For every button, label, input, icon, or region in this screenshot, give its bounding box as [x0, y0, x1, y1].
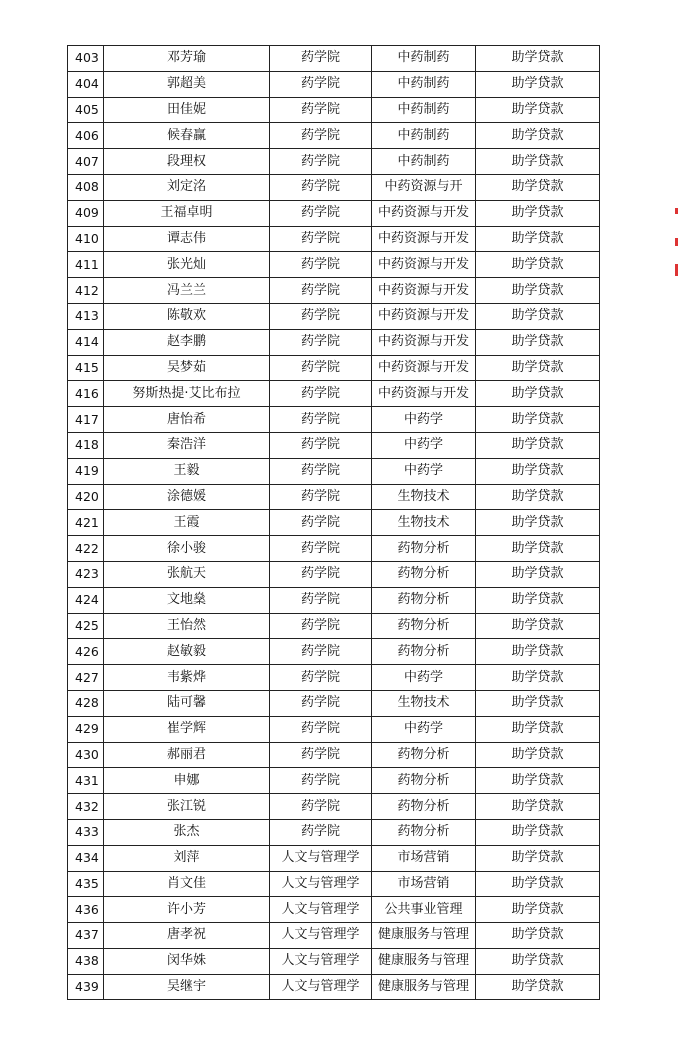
student-name-cell: 韦紫烨 [104, 665, 270, 691]
row-number-cell: 409 [68, 200, 104, 226]
aid-type-cell: 助学贷款 [476, 845, 600, 871]
college-cell: 药学院 [270, 407, 372, 433]
college-cell: 药学院 [270, 226, 372, 252]
aid-type-cell: 助学贷款 [476, 432, 600, 458]
aid-type-cell: 助学贷款 [476, 897, 600, 923]
row-number-cell: 411 [68, 252, 104, 278]
major-cell: 中药资源与开发 [372, 252, 476, 278]
table-row [68, 458, 600, 484]
student-name-cell: 冯兰兰 [104, 278, 270, 304]
table-row [68, 123, 600, 149]
student-name-cell: 吴继宇 [104, 974, 270, 1000]
aid-type-cell: 助学贷款 [476, 226, 600, 252]
student-name-cell: 王怡然 [104, 613, 270, 639]
table-row [68, 200, 600, 226]
major-cell: 生物技术 [372, 510, 476, 536]
row-number-cell: 408 [68, 174, 104, 200]
college-cell: 药学院 [270, 329, 372, 355]
row-number-cell: 414 [68, 329, 104, 355]
table-row [68, 226, 600, 252]
student-name-cell: 陈敬欢 [104, 303, 270, 329]
row-number-cell: 403 [68, 46, 104, 72]
row-number-cell: 433 [68, 819, 104, 845]
aid-type-cell: 助学贷款 [476, 458, 600, 484]
college-cell: 药学院 [270, 97, 372, 123]
student-name-cell: 赵敏毅 [104, 639, 270, 665]
row-number-cell: 426 [68, 639, 104, 665]
college-cell: 药学院 [270, 252, 372, 278]
college-cell: 药学院 [270, 561, 372, 587]
major-cell: 中药制药 [372, 71, 476, 97]
row-number-cell: 432 [68, 794, 104, 820]
student-name-cell: 郝丽君 [104, 742, 270, 768]
table-row [68, 97, 600, 123]
row-number-cell: 428 [68, 690, 104, 716]
student-name-cell: 张杰 [104, 819, 270, 845]
aid-type-cell: 助学贷款 [476, 587, 600, 613]
student-name-cell: 文地燊 [104, 587, 270, 613]
college-cell: 人文与管理学 [270, 948, 372, 974]
table-row [68, 536, 600, 562]
aid-type-cell: 助学贷款 [476, 149, 600, 175]
college-cell: 药学院 [270, 71, 372, 97]
aid-type-cell: 助学贷款 [476, 381, 600, 407]
table-row [68, 278, 600, 304]
student-name-cell: 唐怡希 [104, 407, 270, 433]
major-cell: 健康服务与管理 [372, 974, 476, 1000]
college-cell: 药学院 [270, 613, 372, 639]
table-row [68, 948, 600, 974]
college-cell: 药学院 [270, 381, 372, 407]
college-cell: 药学院 [270, 510, 372, 536]
aid-type-cell: 助学贷款 [476, 355, 600, 381]
row-number-cell: 434 [68, 845, 104, 871]
aid-type-cell: 助学贷款 [476, 174, 600, 200]
major-cell: 药物分析 [372, 536, 476, 562]
aid-type-cell: 助学贷款 [476, 536, 600, 562]
table-row [68, 355, 600, 381]
student-name-cell: 候春赢 [104, 123, 270, 149]
student-name-cell: 张光灿 [104, 252, 270, 278]
student-name-cell: 王毅 [104, 458, 270, 484]
aid-type-cell: 助学贷款 [476, 329, 600, 355]
row-number-cell: 439 [68, 974, 104, 1000]
table-row [68, 510, 600, 536]
row-number-cell: 431 [68, 768, 104, 794]
row-number-cell: 406 [68, 123, 104, 149]
major-cell: 药物分析 [372, 639, 476, 665]
row-number-cell: 435 [68, 871, 104, 897]
college-cell: 药学院 [270, 200, 372, 226]
table-row [68, 174, 600, 200]
major-cell: 中药制药 [372, 123, 476, 149]
row-number-cell: 427 [68, 665, 104, 691]
major-cell: 中药资源与开发 [372, 381, 476, 407]
row-number-cell: 418 [68, 432, 104, 458]
aid-type-cell: 助学贷款 [476, 613, 600, 639]
major-cell: 公共事业管理 [372, 897, 476, 923]
college-cell: 药学院 [270, 278, 372, 304]
row-number-cell: 423 [68, 561, 104, 587]
college-cell: 人文与管理学 [270, 845, 372, 871]
college-cell: 药学院 [270, 536, 372, 562]
page-edge-marks [672, 208, 678, 288]
table-row [68, 303, 600, 329]
row-number-cell: 405 [68, 97, 104, 123]
college-cell: 药学院 [270, 123, 372, 149]
aid-type-cell: 助学贷款 [476, 200, 600, 226]
college-cell: 药学院 [270, 768, 372, 794]
student-name-cell: 肖文佳 [104, 871, 270, 897]
student-name-cell: 陆可馨 [104, 690, 270, 716]
major-cell: 中药制药 [372, 97, 476, 123]
table-row [68, 381, 600, 407]
table-row [68, 871, 600, 897]
student-name-cell: 王福卓明 [104, 200, 270, 226]
aid-type-cell: 助学贷款 [476, 716, 600, 742]
college-cell: 药学院 [270, 303, 372, 329]
row-number-cell: 404 [68, 71, 104, 97]
major-cell: 药物分析 [372, 587, 476, 613]
major-cell: 中药资源与开发 [372, 226, 476, 252]
aid-type-cell: 助学贷款 [476, 871, 600, 897]
major-cell: 药物分析 [372, 794, 476, 820]
aid-type-cell: 助学贷款 [476, 407, 600, 433]
table-row [68, 561, 600, 587]
major-cell: 中药资源与开发 [372, 355, 476, 381]
table-row [68, 819, 600, 845]
student-name-cell: 唐孝祝 [104, 923, 270, 949]
table-row [68, 484, 600, 510]
major-cell: 中药制药 [372, 46, 476, 72]
aid-type-cell: 助学贷款 [476, 123, 600, 149]
student-name-cell: 许小芳 [104, 897, 270, 923]
college-cell: 药学院 [270, 458, 372, 484]
table-row [68, 432, 600, 458]
student-name-cell: 涂德媛 [104, 484, 270, 510]
aid-type-cell: 助学贷款 [476, 71, 600, 97]
aid-type-cell: 助学贷款 [476, 819, 600, 845]
aid-type-cell: 助学贷款 [476, 768, 600, 794]
college-cell: 药学院 [270, 690, 372, 716]
student-name-cell: 郭超美 [104, 71, 270, 97]
student-name-cell: 申娜 [104, 768, 270, 794]
aid-type-cell: 助学贷款 [476, 484, 600, 510]
major-cell: 生物技术 [372, 690, 476, 716]
college-cell: 药学院 [270, 46, 372, 72]
row-number-cell: 425 [68, 613, 104, 639]
student-name-cell: 徐小骏 [104, 536, 270, 562]
major-cell: 中药学 [372, 407, 476, 433]
row-number-cell: 424 [68, 587, 104, 613]
aid-type-cell: 助学贷款 [476, 303, 600, 329]
aid-type-cell: 助学贷款 [476, 278, 600, 304]
table-row [68, 46, 600, 72]
row-number-cell: 436 [68, 897, 104, 923]
table-row [68, 974, 600, 1000]
row-number-cell: 419 [68, 458, 104, 484]
college-cell: 药学院 [270, 665, 372, 691]
aid-type-cell: 助学贷款 [476, 561, 600, 587]
table-row [68, 742, 600, 768]
college-cell: 药学院 [270, 716, 372, 742]
major-cell: 生物技术 [372, 484, 476, 510]
aid-type-cell: 助学贷款 [476, 948, 600, 974]
student-name-cell: 谭志伟 [104, 226, 270, 252]
row-number-cell: 438 [68, 948, 104, 974]
college-cell: 药学院 [270, 149, 372, 175]
student-name-cell: 邓芳瑜 [104, 46, 270, 72]
student-name-cell: 刘定洺 [104, 174, 270, 200]
college-cell: 人文与管理学 [270, 974, 372, 1000]
student-name-cell: 刘萍 [104, 845, 270, 871]
major-cell: 药物分析 [372, 768, 476, 794]
table-row [68, 613, 600, 639]
major-cell: 药物分析 [372, 613, 476, 639]
student-name-cell: 张江锐 [104, 794, 270, 820]
aid-type-cell: 助学贷款 [476, 97, 600, 123]
major-cell: 健康服务与管理 [372, 923, 476, 949]
major-cell: 中药资源与开发 [372, 303, 476, 329]
major-cell: 健康服务与管理 [372, 948, 476, 974]
row-number-cell: 413 [68, 303, 104, 329]
major-cell: 中药学 [372, 458, 476, 484]
major-cell: 中药制药 [372, 149, 476, 175]
document-page [67, 45, 599, 1000]
table-row [68, 329, 600, 355]
student-name-cell: 张航天 [104, 561, 270, 587]
table-body [68, 46, 600, 1000]
row-number-cell: 429 [68, 716, 104, 742]
aid-type-cell: 助学贷款 [476, 510, 600, 536]
row-number-cell: 412 [68, 278, 104, 304]
college-cell: 药学院 [270, 742, 372, 768]
aid-type-cell: 助学贷款 [476, 665, 600, 691]
aid-type-cell: 助学贷款 [476, 794, 600, 820]
table-row [68, 407, 600, 433]
row-number-cell: 430 [68, 742, 104, 768]
table-row [68, 923, 600, 949]
aid-type-cell: 助学贷款 [476, 690, 600, 716]
student-name-cell: 段理权 [104, 149, 270, 175]
college-cell: 人文与管理学 [270, 897, 372, 923]
student-name-cell: 田佳妮 [104, 97, 270, 123]
major-cell: 药物分析 [372, 819, 476, 845]
row-number-cell: 416 [68, 381, 104, 407]
college-cell: 药学院 [270, 819, 372, 845]
table-row [68, 639, 600, 665]
college-cell: 药学院 [270, 794, 372, 820]
table-row [68, 716, 600, 742]
major-cell: 中药学 [372, 716, 476, 742]
table-row [68, 71, 600, 97]
student-aid-table [67, 45, 600, 1000]
table-row [68, 768, 600, 794]
aid-type-cell: 助学贷款 [476, 639, 600, 665]
aid-type-cell: 助学贷款 [476, 252, 600, 278]
student-name-cell: 秦浩洋 [104, 432, 270, 458]
aid-type-cell: 助学贷款 [476, 742, 600, 768]
college-cell: 药学院 [270, 484, 372, 510]
college-cell: 药学院 [270, 355, 372, 381]
college-cell: 药学院 [270, 432, 372, 458]
row-number-cell: 417 [68, 407, 104, 433]
student-name-cell: 赵李鹏 [104, 329, 270, 355]
table-row [68, 587, 600, 613]
table-row [68, 665, 600, 691]
student-name-cell: 吴梦茹 [104, 355, 270, 381]
row-number-cell: 420 [68, 484, 104, 510]
college-cell: 人文与管理学 [270, 923, 372, 949]
student-name-cell: 闵华姝 [104, 948, 270, 974]
student-name-cell: 崔学辉 [104, 716, 270, 742]
major-cell: 市场营销 [372, 871, 476, 897]
major-cell: 中药资源与开 [372, 174, 476, 200]
student-name-cell: 王霞 [104, 510, 270, 536]
major-cell: 药物分析 [372, 742, 476, 768]
table-row [68, 690, 600, 716]
row-number-cell: 410 [68, 226, 104, 252]
major-cell: 中药学 [372, 665, 476, 691]
row-number-cell: 407 [68, 149, 104, 175]
college-cell: 人文与管理学 [270, 871, 372, 897]
college-cell: 药学院 [270, 174, 372, 200]
major-cell: 中药资源与开发 [372, 329, 476, 355]
aid-type-cell: 助学贷款 [476, 923, 600, 949]
table-row [68, 794, 600, 820]
major-cell: 市场营销 [372, 845, 476, 871]
major-cell: 中药资源与开发 [372, 200, 476, 226]
row-number-cell: 437 [68, 923, 104, 949]
major-cell: 中药资源与开发 [372, 278, 476, 304]
major-cell: 中药学 [372, 432, 476, 458]
college-cell: 药学院 [270, 587, 372, 613]
table-row [68, 149, 600, 175]
row-number-cell: 415 [68, 355, 104, 381]
major-cell: 药物分析 [372, 561, 476, 587]
row-number-cell: 421 [68, 510, 104, 536]
college-cell: 药学院 [270, 639, 372, 665]
table-row [68, 897, 600, 923]
aid-type-cell: 助学贷款 [476, 46, 600, 72]
table-row [68, 845, 600, 871]
student-name-cell: 努斯热提·艾比布拉 [104, 381, 270, 407]
aid-type-cell: 助学贷款 [476, 974, 600, 1000]
table-row [68, 252, 600, 278]
row-number-cell: 422 [68, 536, 104, 562]
